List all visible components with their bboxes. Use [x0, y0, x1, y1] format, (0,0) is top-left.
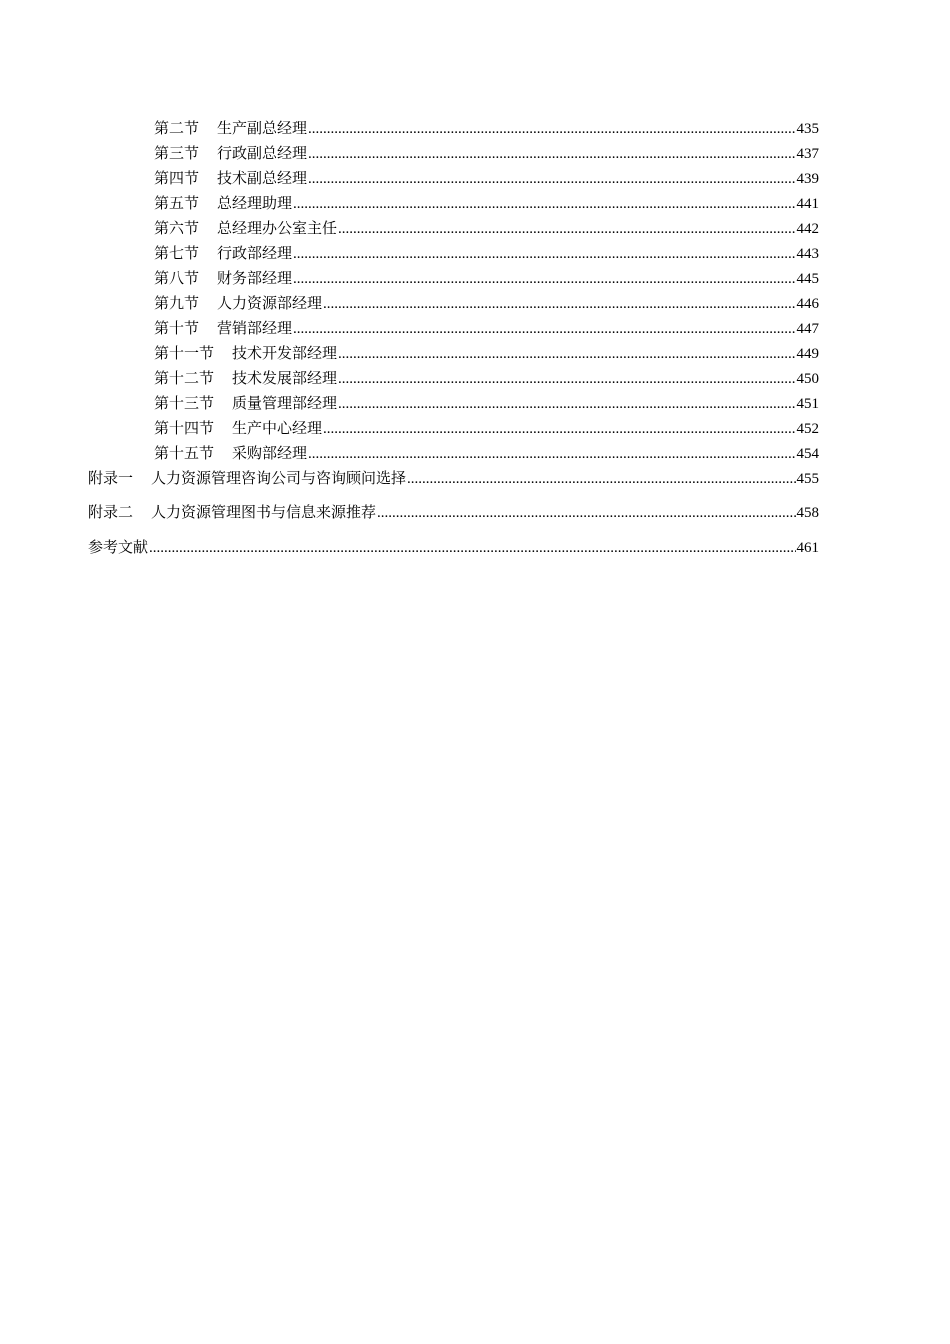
- toc-entry-section-7[interactable]: [88, 241, 819, 266]
- dot-leader: [293, 267, 795, 292]
- dot-leader: [407, 467, 795, 492]
- section-title: 采购部经理: [232, 444, 308, 462]
- section-title: 财务部经理: [217, 269, 293, 287]
- section-title: 总经理助理: [217, 194, 293, 212]
- toc-entry-section-6[interactable]: [88, 216, 819, 241]
- dot-leader: [308, 142, 795, 167]
- page-number: 449: [796, 346, 819, 362]
- toc-entry-section-4[interactable]: [88, 166, 819, 191]
- page-number: 441: [796, 196, 819, 212]
- dot-leader: [308, 167, 795, 192]
- appendix-title: 人力资源管理咨询公司与咨询顾问选择: [151, 469, 407, 487]
- dot-leader: [293, 317, 795, 342]
- page-number: 442: [796, 221, 819, 237]
- dot-leader: [149, 536, 795, 561]
- section-title: 技术发展部经理: [232, 369, 338, 387]
- page-number: 451: [796, 396, 819, 412]
- section-number: 第十一节: [154, 344, 215, 362]
- section-number: 第十五节: [154, 444, 215, 462]
- toc-entry-section-3[interactable]: [88, 141, 819, 166]
- toc-entry-section-15[interactable]: [88, 441, 819, 466]
- toc-entry-section-13[interactable]: [88, 391, 819, 416]
- dot-leader: [338, 367, 795, 392]
- section-number: 第七节: [154, 244, 200, 262]
- page-number: 435: [796, 121, 819, 137]
- section-number: 第四节: [154, 169, 200, 187]
- page-number: 447: [796, 321, 819, 337]
- section-title: 行政部经理: [217, 244, 293, 262]
- dot-leader: [377, 501, 795, 526]
- toc-entry-section-11[interactable]: [88, 341, 819, 366]
- dot-leader: [308, 117, 795, 142]
- section-number: 第六节: [154, 219, 200, 237]
- section-title: 行政副总经理: [217, 144, 308, 162]
- section-number: 第五节: [154, 194, 200, 212]
- section-number: 第八节: [154, 269, 200, 287]
- page-number: 439: [796, 171, 819, 187]
- page-number: 450: [796, 371, 819, 387]
- toc-entry-section-5[interactable]: [88, 191, 819, 216]
- page-number: 461: [796, 540, 819, 556]
- section-number: 第九节: [154, 294, 200, 312]
- dot-leader: [323, 292, 795, 317]
- appendix-number: 附录二: [88, 503, 134, 521]
- dot-leader: [293, 192, 795, 217]
- section-title: 总经理办公室主任: [217, 219, 338, 237]
- appendix-title: 人力资源管理图书与信息来源推荐: [151, 503, 377, 521]
- section-number: 第十四节: [154, 419, 215, 437]
- dot-leader: [338, 392, 795, 417]
- page-number: 452: [796, 421, 819, 437]
- appendix-number: 附录一: [88, 469, 134, 487]
- section-title: 生产中心经理: [232, 419, 323, 437]
- section-title: 生产副总经理: [217, 119, 308, 137]
- page-number: 458: [796, 505, 819, 521]
- toc-entry-appendix-1[interactable]: [88, 466, 819, 500]
- toc-entry-appendix-2[interactable]: [88, 500, 819, 535]
- toc-entry-section-14[interactable]: [88, 416, 819, 441]
- section-number: 第十三节: [154, 394, 215, 412]
- section-number: 第十二节: [154, 369, 215, 387]
- toc-entry-section-9[interactable]: [88, 291, 819, 316]
- dot-leader: [323, 417, 795, 442]
- page-number: 445: [796, 271, 819, 287]
- dot-leader: [308, 442, 795, 467]
- toc-entry-section-2[interactable]: [88, 116, 819, 141]
- section-title: 技术副总经理: [217, 169, 308, 187]
- section-title: 技术开发部经理: [232, 344, 338, 362]
- toc-entry-section-8[interactable]: [88, 266, 819, 291]
- page-number: 446: [796, 296, 819, 312]
- section-title: 营销部经理: [217, 319, 293, 337]
- table-of-contents: [88, 116, 819, 570]
- page-number: 454: [796, 446, 819, 462]
- section-number: 第三节: [154, 144, 200, 162]
- references-title: 参考文献: [88, 538, 149, 556]
- section-number: 第二节: [154, 119, 200, 137]
- dot-leader: [293, 242, 795, 267]
- page-number: 443: [796, 246, 819, 262]
- toc-entry-section-10[interactable]: [88, 316, 819, 341]
- toc-entry-section-12[interactable]: [88, 366, 819, 391]
- section-title: 人力资源部经理: [217, 294, 323, 312]
- dot-leader: [338, 342, 795, 367]
- section-title: 质量管理部经理: [232, 394, 338, 412]
- section-number: 第十节: [154, 319, 200, 337]
- toc-entry-references[interactable]: [88, 535, 819, 570]
- page-number: 437: [796, 146, 819, 162]
- dot-leader: [338, 217, 795, 242]
- page-number: 455: [796, 471, 819, 487]
